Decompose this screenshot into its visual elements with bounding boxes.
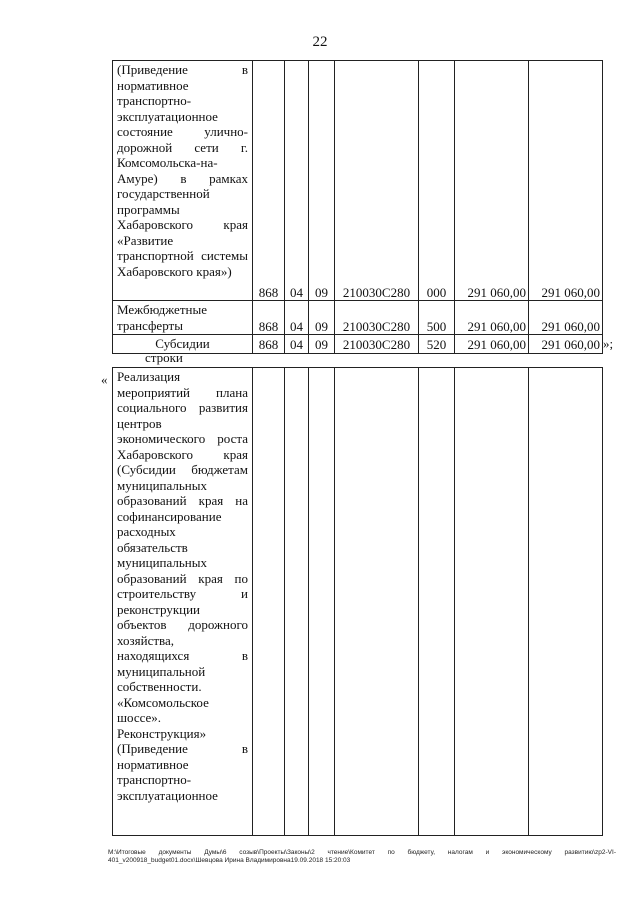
cell-vr: 520 — [419, 335, 455, 354]
cell-pr: 09 — [309, 335, 335, 354]
section-label: строки — [145, 350, 183, 365]
table-row — [113, 61, 603, 301]
cell-sum1 — [455, 368, 529, 836]
cell-gr: 868 — [253, 335, 285, 354]
file-path-footer: М:\Итоговые документы Думы\6 созыв\Проекты\Законы\2 чтение\Комитет по бюджету, налогам и экономическому развитию\zp2-VI-401_v200918_budget01.docx\Шевцова Ирина Владимировна19.09.2018 15:20:03 — [108, 849, 616, 864]
closing-quote: »; — [603, 336, 614, 351]
cell-pr — [309, 368, 335, 836]
cell-sum2 — [529, 368, 603, 836]
cell-gr: 868 — [253, 61, 285, 301]
table-row — [113, 368, 603, 836]
cell-rz: 04 — [285, 61, 309, 301]
cell-csr — [335, 368, 419, 836]
cell-gr — [253, 368, 285, 836]
row-name: Реализация мероприятий плана социального развития центров экономического роста Хабаровского края (Субсидии бюджетам муниципальных образований края на софинансирование расходных обязательств муниципальных образований края по строительству и реконструкции объектов дорожного хозяйства, находящихся в муниципальной собственности. «Комсомольское шоссе». Реконструкция» (Приведение в нормативное транспортно-эксплуатационное — [113, 368, 253, 836]
cell-rz — [285, 368, 309, 836]
cell-rz: 04 — [285, 335, 309, 354]
table-row — [113, 335, 603, 354]
cell-pr: 09 — [309, 301, 335, 335]
cell-sum1: 291 060,00 — [455, 61, 529, 301]
cell-sum2: 291 060,00 — [529, 335, 603, 354]
cell-csr: 210030С280 — [335, 335, 419, 354]
opening-quote: « — [101, 372, 108, 387]
cell-sum2: 291 060,00 — [529, 301, 603, 335]
page-number: 22 — [312, 34, 328, 50]
budget-table-continued — [112, 60, 603, 354]
cell-vr: 000 — [419, 61, 455, 301]
cell-sum2: 291 060,00 — [529, 61, 603, 301]
table-row — [113, 301, 603, 335]
cell-csr: 210030С280 — [335, 61, 419, 301]
cell-sum1: 291 060,00 — [455, 301, 529, 335]
cell-gr: 868 — [253, 301, 285, 335]
cell-rz: 04 — [285, 301, 309, 335]
cell-sum1: 291 060,00 — [455, 335, 529, 354]
row-name: Межбюджетные трансферты — [113, 301, 253, 335]
budget-table-new-rows — [112, 367, 603, 836]
cell-vr — [419, 368, 455, 836]
cell-csr: 210030С280 — [335, 301, 419, 335]
cell-pr: 09 — [309, 61, 335, 301]
cell-vr: 500 — [419, 301, 455, 335]
row-name: (Приведение в нормативное транспортно-эксплуатационное состояние улично-дорожной сети г. Комсомольска-на-Амуре) в рамках государственной программы Хабаровского края «Развитие транспортной системы Хабаровского края») — [113, 61, 253, 301]
row-name: Субсидии — [113, 335, 253, 354]
